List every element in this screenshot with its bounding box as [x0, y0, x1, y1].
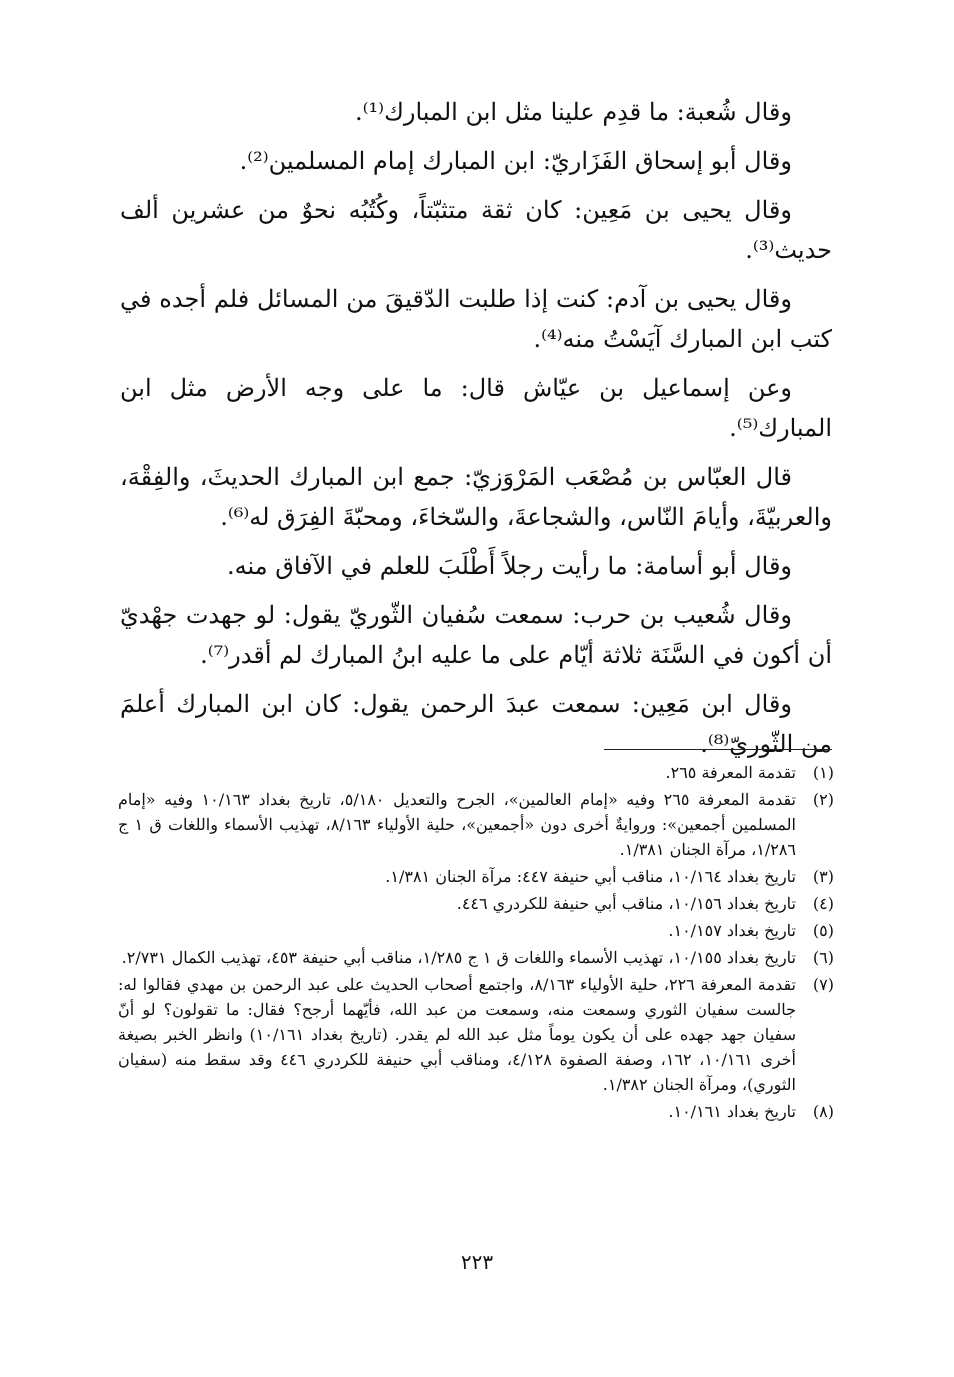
footnote-number: (٤) — [812, 894, 834, 913]
footnote-4 — [118, 891, 834, 916]
footnote-number: (١) — [812, 763, 834, 782]
paragraph-2: وقال أبو إسحاق الفَزَاريّ: ابن المبارك إمام المسلمين⁽²⁾. — [239, 147, 792, 175]
footnote-number: (٧) — [812, 975, 834, 994]
paragraph-4: وقال يحيى بن آدم: كنت إذا طلبت الدّقيقَ من المسائل فلم أجده في كتب ابن المبارك آيَسْتُ منه⁽⁴⁾. — [120, 285, 832, 353]
footnotes — [118, 760, 834, 1126]
footnote-text: تاريخ بغداد ١٠/١٥٥، تهذيب الأسماء واللغات ق ١ ج ١/٢٨٥، مناقب أبي حنيفة ٤٥٣، تهذيب الكمال ٢/٧٣١. — [121, 948, 796, 967]
footnote-3 — [118, 864, 834, 889]
footnote-5 — [118, 918, 834, 943]
paragraph-1: وقال شُعبة: ما قدِم علينا مثل ابن المبارك⁽¹⁾. — [355, 98, 792, 126]
footnote-number: (٢) — [812, 790, 834, 809]
footnote-text: تاريخ بغداد ١٠/١٦١. — [668, 1102, 796, 1121]
main-text — [120, 92, 832, 773]
footnote-text: تقدمة المعرفة ٢٦٥. — [665, 763, 796, 782]
footnote-separator — [604, 749, 832, 750]
footnote-1 — [118, 760, 834, 785]
footnote-text: تقدمة المعرفة ٢٦٥ وفيه «إمام العالمين»، الجرح والتعديل ٥/١٨٠، تاريخ بغداد ١٠/١٦٣ وفيه «إمام المسلمين أجمعين»: وروايةٌ أخرى دون «أجمعين»، حلية الأولياء ٨/١٦٣، تهذيب الأسماء واللغات ق ١ ج ١/٢٨٦، مرآة الجنان ١/٣٨١. — [118, 790, 797, 859]
footnote-6 — [118, 945, 834, 970]
footnote-2 — [118, 787, 834, 862]
paragraph-7: وقال أبو أسامة: ما رأيت رجلاً أَطْلَبَ للعلم في الآفاق منه. — [226, 552, 792, 580]
paragraph-3: وقال يحيى بن مَعِين: كان ثقة متثبّتاً، وكُتُبُه نحوٌ من عشرين ألف حديث⁽³⁾. — [120, 196, 832, 264]
footnote-7 — [118, 972, 834, 1097]
footnote-text: تاريخ بغداد ١٠/١٥٦، مناقب أبي حنيفة للكردري ٤٤٦. — [456, 894, 796, 913]
paragraph-5: وعن إسماعيل بن عيّاش قال: ما على وجه الأرض مثل ابن المبارك⁽⁵⁾. — [120, 374, 832, 442]
page-number: ٢٢٣ — [460, 1250, 494, 1274]
paragraph-6: قال العبّاس بن مُصْعَب المَرْوَزيّ: جمع ابن المبارك الحديثَ، والفِقْهَ، والعربيّةَ، وأيامَ النّاس، والشجاعةَ، والسّخاءَ، ومحبّةَ الفِرَق له⁽⁶⁾. — [120, 463, 832, 531]
paragraph-9: وقال ابن مَعِين: سمعت عبدَ الرحمن يقول: كان ابن المبارك أعلمَ من الثّوريّ⁽⁸⁾. — [120, 690, 832, 758]
footnote-number: (٣) — [812, 867, 834, 886]
footnote-text: تقدمة المعرفة ٢٢٦، حلية الأولياء ٨/١٦٣، واجتمع أصحاب الحديث على عبد الرحمن بن مهدي فقالوا له: جالست سفيان الثوري وسمعت منه، وسمعت من عبد الله، فأيّهما أرجح؟ فقال: ما تقولون؟ لو أنّ سفيان جهد جهده على أن يكون يوماً مثل عبد الله لم يقدر. (تاريخ بغداد ١٠/١٦١) وانظر الخبر بصيغة أخرى ١٠/١٦١، ١٦٢، وصفة الصفوة ٤/١٢٨، ومناقب أبي حنيفة للكردري ٤٤٦ وقد سقط منه (سفيان الثوري)، ومرآة الجنان ١/٣٨٢. — [118, 975, 797, 1094]
footnote-8 — [118, 1099, 834, 1124]
footnote-number: (٥) — [812, 921, 834, 940]
footnote-number: (٨) — [812, 1102, 834, 1121]
footnote-text: تاريخ بغداد ١٠/١٦٤، مناقب أبي حنيفة ٤٤٧: مرآة الجنان ١/٣٨١. — [385, 867, 796, 886]
paragraph-8: وقال شُعيب بن حرب: سمعت سُفيان الثّوريّ يقول: لو جهدت جهْديّ أن أكون في السَّنَة ثلاثة أيّام على ما عليه ابنُ المبارك لم أقدر⁽⁷⁾. — [120, 601, 832, 669]
footnote-number: (٦) — [812, 948, 834, 967]
footnote-text: تاريخ بغداد ١٠/١٥٧. — [668, 921, 796, 940]
